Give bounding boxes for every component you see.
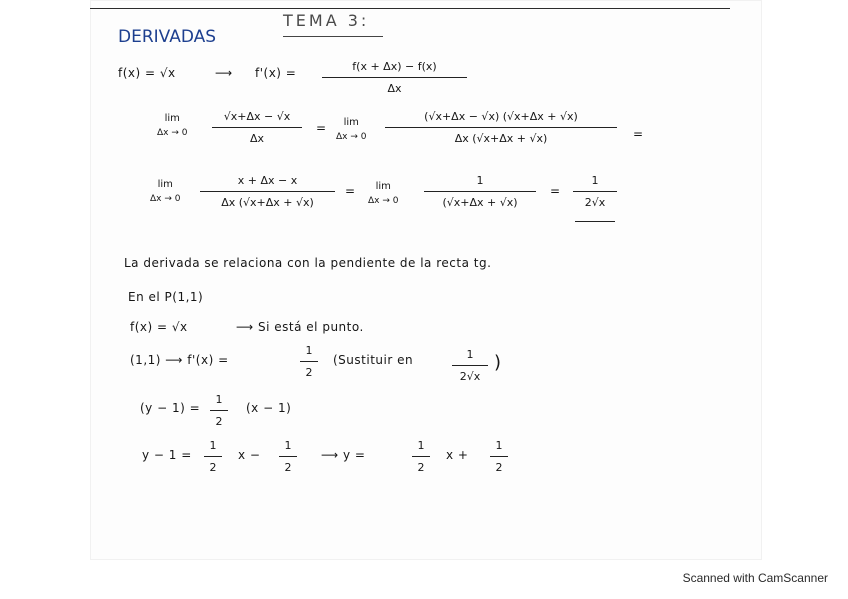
fraction-bar (424, 191, 536, 192)
limit-sub: Δx → 0 (157, 128, 188, 138)
fraction-bar (452, 365, 488, 366)
def-numerator: f(x + Δx) − f(x) (352, 60, 437, 73)
lim1-numerator: √x+Δx − √x (223, 110, 291, 123)
def-arrow: ⟶ (215, 66, 233, 80)
equals-sign: = (345, 184, 356, 198)
text-line-1: La derivada se relaciona con la pendiente de la recta tg. (124, 256, 492, 270)
limit-label: lim (157, 179, 173, 190)
fraction-bar (300, 361, 318, 362)
text-line-4a: (1,1) ⟶ f'(x) = (130, 353, 229, 367)
denominator: 2 (284, 461, 292, 474)
limit-1 (157, 113, 187, 138)
limit-label: lim (164, 113, 180, 124)
def-fraction (322, 60, 467, 95)
numerator: 1 (284, 439, 292, 452)
lim1-fraction (212, 110, 302, 145)
text-line-6b: x − (238, 448, 261, 462)
section-heading: TEMA 3: (283, 11, 370, 30)
heading-underline (283, 36, 383, 37)
text-line-6d: x + (446, 448, 469, 462)
numerator: 1 (215, 393, 223, 406)
lim1-denominator: Δx (249, 132, 265, 145)
limit-sub: Δx → 0 (150, 194, 181, 204)
lim2b-denominator: (√x+Δx + √x) (442, 196, 518, 209)
equals-sign: = (633, 127, 644, 141)
line4-fraction (300, 344, 318, 379)
limit-label: lim (375, 181, 391, 192)
lim2b-numerator: 1 (476, 174, 484, 187)
denominator: 2 (495, 461, 503, 474)
result-underline (575, 221, 615, 222)
text-line-6c: ⟶ y = (321, 448, 366, 462)
denominator: 2√x (459, 370, 481, 383)
fraction-bar (200, 191, 335, 192)
limit-1b (336, 117, 366, 142)
line6-fraction-3 (412, 439, 430, 474)
text-line-2: En el P(1,1) (128, 290, 204, 304)
denominator: 2 (417, 461, 425, 474)
fraction-bar (210, 410, 228, 411)
fraction-bar (204, 456, 222, 457)
lim1b-numerator: (√x+Δx − √x) (√x+Δx + √x) (424, 110, 578, 123)
fraction-bar (279, 456, 297, 457)
lim2-numerator: x + Δx − x (237, 174, 298, 187)
denominator: 2 (209, 461, 217, 474)
scanner-watermark: Scanned with CamScanner (682, 571, 828, 585)
numerator: 1 (495, 439, 503, 452)
text-line-4c: (Sustituir en (333, 353, 414, 367)
numerator: 1 (466, 348, 474, 361)
text-line-5b: (x − 1) (246, 401, 292, 415)
fraction-bar (573, 191, 617, 192)
text-line-3b: ⟶ Si está el punto. (236, 320, 364, 334)
line6-fraction-4 (490, 439, 508, 474)
denominator: 2 (305, 366, 313, 379)
lim1b-denominator: Δx (√x+Δx + √x) (454, 132, 548, 145)
equals-sign: = (550, 184, 561, 198)
lim1b-fraction (385, 110, 617, 145)
limit-sub: Δx → 0 (368, 196, 399, 206)
numerator: 1 (305, 344, 313, 357)
line6-fraction-1 (204, 439, 222, 474)
fraction-bar (385, 127, 617, 128)
line6-fraction-2 (279, 439, 297, 474)
result-numerator: 1 (591, 174, 599, 187)
def-lhs: f(x) = √x (118, 66, 176, 80)
text-line-3a: f(x) = √x (130, 320, 188, 334)
page-title: DERIVADAS (118, 27, 217, 47)
result-denominator: 2√x (584, 196, 606, 209)
line5-fraction (210, 393, 228, 428)
limit-2b (368, 181, 398, 206)
fraction-bar (412, 456, 430, 457)
limit-label: lim (343, 117, 359, 128)
limit-2 (150, 179, 180, 204)
equals-sign: = (316, 121, 327, 135)
close-paren: ) (494, 352, 502, 373)
fraction-bar (322, 77, 467, 78)
numerator: 1 (417, 439, 425, 452)
numerator: 1 (209, 439, 217, 452)
fraction-bar (490, 456, 508, 457)
line4-fraction-2 (452, 348, 488, 383)
lim2-denominator: Δx (√x+Δx + √x) (221, 196, 314, 209)
def-fprime: f'(x) = (255, 66, 297, 80)
page-top-rule (90, 8, 730, 9)
limit-sub: Δx → 0 (336, 132, 367, 142)
fraction-bar (212, 127, 302, 128)
text-line-5a: (y − 1) = (140, 401, 201, 415)
lim2-fraction (200, 174, 335, 209)
text-line-6a: y − 1 = (142, 448, 192, 462)
result-fraction (573, 174, 617, 209)
def-denominator: Δx (387, 82, 402, 95)
lim2b-fraction (424, 174, 536, 209)
denominator: 2 (215, 415, 223, 428)
